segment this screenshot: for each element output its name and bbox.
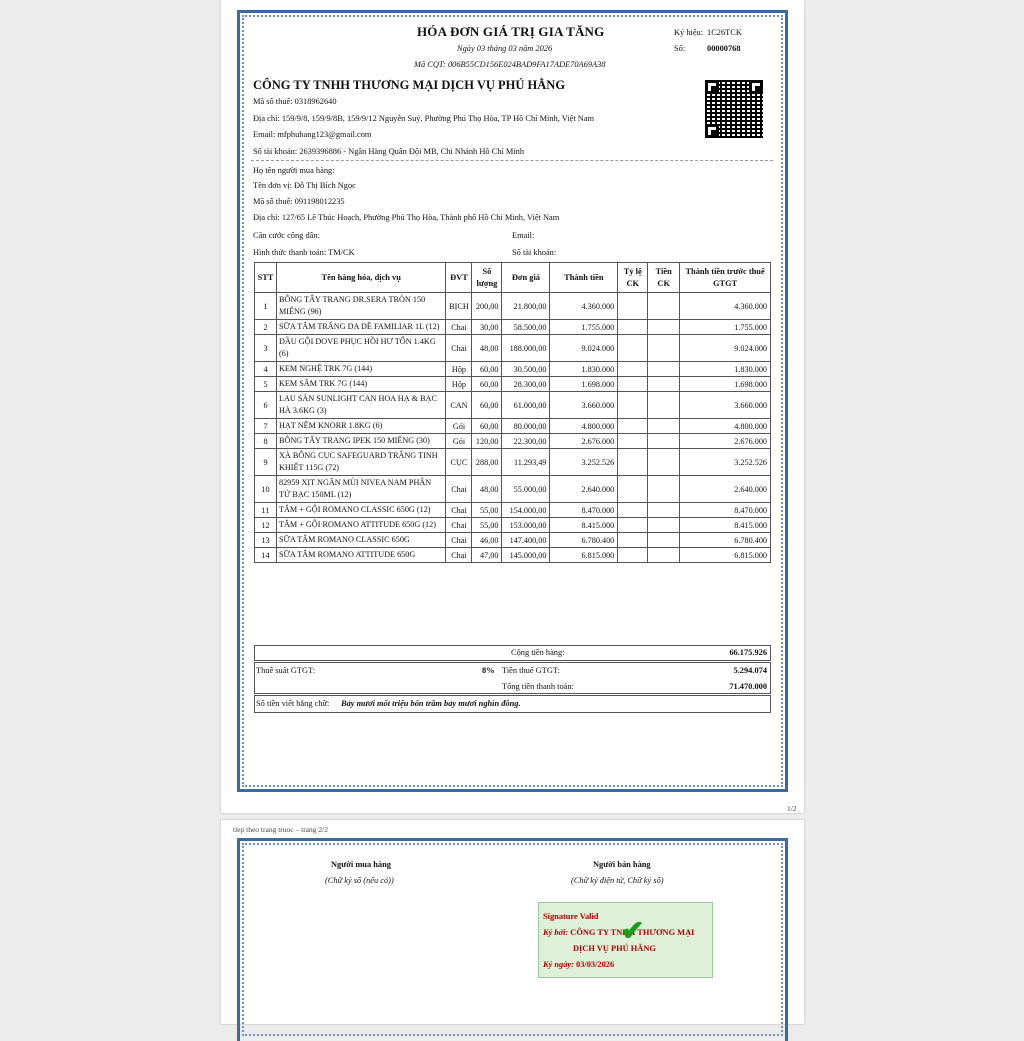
- row-item-name: BÔNG TẨY TRANG DR.SERA TRÒN 150 MIẾNG (96): [276, 293, 445, 320]
- row-unit: Chai: [446, 476, 472, 503]
- header-item-name: Tên hàng hóa, dịch vụ: [276, 263, 445, 293]
- amount-in-words-value: Bảy mươi mốt triệu bốn trăm bảy mươi nghìn đồng.: [341, 699, 521, 708]
- row-discount-rate: [618, 548, 648, 563]
- row-discount-rate: [618, 419, 648, 434]
- row-unit: Chai: [446, 548, 472, 563]
- row-unit: Gói: [446, 419, 472, 434]
- table-row: [255, 548, 771, 563]
- buyer-account-label: Số tài khoản:: [512, 248, 557, 257]
- row-pre-tax-amount: 1.830.000: [680, 362, 771, 377]
- row-discount-amount: [648, 449, 680, 476]
- row-item-name: HẠT NÊM KNORR 1.8KG (6): [276, 419, 445, 434]
- row-pre-tax-amount: 9.024.000: [680, 335, 771, 362]
- row-pre-tax-amount: 3.252.526: [680, 449, 771, 476]
- row-unit: Chai: [446, 503, 472, 518]
- row-item-name: KEM SÂM TRK 7G (144): [276, 377, 445, 392]
- vat-amount-value: 5.294.074: [733, 666, 767, 675]
- row-quantity: 47,00: [472, 548, 502, 563]
- row-quantity: 55,00: [472, 503, 502, 518]
- row-amount: 3.660.000: [550, 392, 618, 419]
- row-unit-price: 188.000,00: [502, 335, 550, 362]
- row-stt: 6: [255, 392, 277, 419]
- row-discount-rate: [618, 320, 648, 335]
- buyer-email-label: Email:: [512, 231, 535, 240]
- row-discount-rate: [618, 362, 648, 377]
- row-unit-price: 147.400,00: [502, 533, 550, 548]
- row-stt: 14: [255, 548, 277, 563]
- row-amount: 2.640.000: [550, 476, 618, 503]
- row-unit: BỊCH: [446, 293, 472, 320]
- row-pre-tax-amount: 1.698.000: [680, 377, 771, 392]
- row-discount-rate: [618, 533, 648, 548]
- row-unit-price: 154.000,00: [502, 503, 550, 518]
- invoice-date: Ngày 03 tháng 03 năm 2026: [457, 44, 553, 53]
- buyer-sign-title: Người mua hàng: [331, 860, 391, 869]
- row-quantity: 30,00: [472, 320, 502, 335]
- subtotal-value: 66.175.926: [729, 648, 767, 657]
- row-amount: 6.815.000: [550, 548, 618, 563]
- row-discount-amount: [648, 548, 680, 563]
- row-amount: 4.800.000: [550, 419, 618, 434]
- invoice-page-2: [221, 820, 804, 1024]
- row-discount-rate: [618, 449, 648, 476]
- amount-in-words-label: Số tiền viết bằng chữ:: [256, 699, 330, 708]
- row-item-name: BÔNG TẨY TRANG IPEK 150 MIẾNG (30): [276, 434, 445, 449]
- row-stt: 12: [255, 518, 277, 533]
- signed-date-value: 03/03/2026: [576, 960, 615, 969]
- row-amount: 3.252.526: [550, 449, 618, 476]
- number-value: 00000768: [707, 44, 741, 53]
- row-unit: Hộp: [446, 377, 472, 392]
- row-unit-price: 80.000,00: [502, 419, 550, 434]
- table-row: [255, 293, 771, 320]
- row-stt: 1: [255, 293, 277, 320]
- row-discount-amount: [648, 320, 680, 335]
- table-row: [255, 377, 771, 392]
- row-discount-rate: [618, 335, 648, 362]
- row-stt: 11: [255, 503, 277, 518]
- invoice-title: HÓA ĐƠN GIÁ TRỊ GIA TĂNG: [417, 24, 605, 39]
- header-discount-amount: Tiền CK: [648, 263, 680, 293]
- seller-tax-code: Mã số thuế: 0318962640: [253, 97, 337, 106]
- row-quantity: 288,00: [472, 449, 502, 476]
- continued-note: tiep theo trang truoc – trang 2/2: [233, 825, 328, 834]
- row-stt: 4: [255, 362, 277, 377]
- row-pre-tax-amount: 4.800.000: [680, 419, 771, 434]
- row-unit-price: 30.500,00: [502, 362, 550, 377]
- header-pre-tax-amount: Thành tiền trước thuế GTGT: [680, 263, 771, 293]
- subtotal-label: Cộng tiền hàng:: [511, 648, 565, 657]
- divider: [251, 160, 773, 161]
- header-quantity: Số lượng: [472, 263, 502, 293]
- row-stt: 7: [255, 419, 277, 434]
- row-stt: 5: [255, 377, 277, 392]
- row-quantity: 48,00: [472, 476, 502, 503]
- row-discount-amount: [648, 377, 680, 392]
- header-amount: Thành tiền: [550, 263, 618, 293]
- seller-account: Số tài khoản: 2639396886 - Ngân Hàng Quân Đội MB, Chi Nhánh Hồ Chí Minh: [253, 147, 525, 156]
- table-row: [255, 392, 771, 419]
- row-stt: 3: [255, 335, 277, 362]
- row-amount: 8.415.000: [550, 518, 618, 533]
- row-amount: 1.698.000: [550, 377, 618, 392]
- row-amount: 6.780.400: [550, 533, 618, 548]
- vat-rate-label: Thuế suất GTGT:: [256, 666, 316, 675]
- row-item-name: LAU SÀN SUNLIGHT CAN HOA HẠ & BẠC HÀ 3.6KG (3): [276, 392, 445, 419]
- row-pre-tax-amount: 2.640.000: [680, 476, 771, 503]
- invoice-page-1: [221, 0, 804, 813]
- table-row: [255, 533, 771, 548]
- page-number: 1/2: [787, 804, 797, 813]
- signature-status: Signature Valid: [543, 912, 599, 921]
- row-item-name: SỮA TẮM TRẮNG DA DÊ FAMILIAR 1L (12): [276, 320, 445, 335]
- check-icon: ✔: [621, 916, 645, 947]
- row-discount-amount: [648, 518, 680, 533]
- row-item-name: 82959 XỊT NGĂN MÙI NIVEA NAM PHÂN TỬ BẠC 150ML (12): [276, 476, 445, 503]
- row-discount-amount: [648, 503, 680, 518]
- row-quantity: 60,00: [472, 362, 502, 377]
- row-stt: 8: [255, 434, 277, 449]
- grand-total-value: 71.470.000: [729, 682, 767, 691]
- seller-sign-note: (Chữ ký điện tử, Chữ ký số): [571, 876, 664, 885]
- tax-section: [254, 662, 771, 694]
- row-unit-price: 28.300,00: [502, 377, 550, 392]
- row-amount: 4.360.000: [550, 293, 618, 320]
- row-discount-amount: [648, 335, 680, 362]
- table-row: [255, 419, 771, 434]
- row-pre-tax-amount: 6.815.000: [680, 548, 771, 563]
- row-unit: Hộp: [446, 362, 472, 377]
- buyer-tax-code: Mã số thuế: 091198012235: [253, 197, 345, 206]
- table-row: [255, 503, 771, 518]
- row-item-name: DẦU GỘI DOVE PHỤC HỒI HƯ TỔN 1.4KG (6): [276, 335, 445, 362]
- seller-address: Địa chỉ: 159/9/8, 159/9/8B, 159/9/12 Nguyễn Suý, Phường Phú Thọ Hòa, TP Hồ Chí Minh, Việt Nam: [253, 114, 595, 123]
- seller-email: Email: mfphuhang123@gmail.com: [253, 130, 372, 139]
- vat-amount-label: Tiền thuế GTGT:: [502, 666, 560, 675]
- row-stt: 13: [255, 533, 277, 548]
- row-unit-price: 21.800,00: [502, 293, 550, 320]
- row-amount: 1.830.000: [550, 362, 618, 377]
- row-unit-price: 153.000,00: [502, 518, 550, 533]
- row-quantity: 46,00: [472, 533, 502, 548]
- symbol-value: 1C26TCK: [707, 28, 742, 37]
- digital-signature-box: [538, 902, 713, 978]
- row-unit-price: 61.000,00: [502, 392, 550, 419]
- amount-in-words-row: [254, 695, 771, 713]
- row-quantity: 60,00: [472, 419, 502, 434]
- signed-by-line2: DỊCH VỤ PHÚ HẰNG: [573, 944, 656, 953]
- row-item-name: TẮM + GỘI ROMANO CLASSIC 650G (12): [276, 503, 445, 518]
- table-row: [255, 320, 771, 335]
- number-label: Số:: [674, 44, 686, 53]
- grand-total-label: Tổng tiền thanh toán:: [502, 682, 574, 691]
- row-discount-rate: [618, 518, 648, 533]
- row-item-name: SỮA TẮM ROMANO CLASSIC 650G: [276, 533, 445, 548]
- item-rows: [255, 293, 771, 563]
- row-discount-amount: [648, 419, 680, 434]
- row-quantity: 120,00: [472, 434, 502, 449]
- buyer-sign-note: (Chữ ký số (nếu có)): [325, 876, 394, 885]
- header-unit: ĐVT: [446, 263, 472, 293]
- row-unit-price: 58.500,00: [502, 320, 550, 335]
- header-stt: STT: [255, 263, 277, 293]
- row-quantity: 200,00: [472, 293, 502, 320]
- row-stt: 9: [255, 449, 277, 476]
- row-discount-amount: [648, 434, 680, 449]
- buyer-id-label: Căn cước công dân:: [253, 231, 320, 240]
- row-stt: 2: [255, 320, 277, 335]
- row-discount-rate: [618, 392, 648, 419]
- row-unit-price: 55.000,00: [502, 476, 550, 503]
- buyer-name-label: Họ tên người mua hàng:: [253, 166, 335, 175]
- row-unit: Chai: [446, 533, 472, 548]
- row-discount-amount: [648, 392, 680, 419]
- row-pre-tax-amount: 1.755.000: [680, 320, 771, 335]
- row-amount: 9.024.000: [550, 335, 618, 362]
- signed-by-label: Ký bởi:: [543, 928, 569, 937]
- row-discount-amount: [648, 362, 680, 377]
- table-row: [255, 335, 771, 362]
- row-amount: 1.755.000: [550, 320, 618, 335]
- row-discount-amount: [648, 293, 680, 320]
- header-unit-price: Đơn giá: [502, 263, 550, 293]
- row-unit: Chai: [446, 335, 472, 362]
- row-unit: Chai: [446, 518, 472, 533]
- table-row: [255, 476, 771, 503]
- signed-date-label: Ký ngày:: [543, 960, 574, 969]
- row-discount-rate: [618, 503, 648, 518]
- table-row: [255, 518, 771, 533]
- table-row: [255, 362, 771, 377]
- row-unit: CAN: [446, 392, 472, 419]
- row-pre-tax-amount: 4.360.000: [680, 293, 771, 320]
- subtotal-row: [254, 645, 771, 661]
- row-unit-price: 11.293,49: [502, 449, 550, 476]
- table-row: [255, 449, 771, 476]
- row-discount-rate: [618, 434, 648, 449]
- buyer-unit: Tên đơn vị: Đỗ Thị Bích Ngọc: [253, 181, 356, 190]
- seller-name: CÔNG TY TNHH THƯƠNG MẠI DỊCH VỤ PHÚ HẰNG: [253, 78, 566, 92]
- row-pre-tax-amount: 3.660.000: [680, 392, 771, 419]
- row-item-name: SỮA TẮM ROMANO ATTITUDE 650G: [276, 548, 445, 563]
- row-quantity: 48,00: [472, 335, 502, 362]
- row-amount: 8.470.000: [550, 503, 618, 518]
- row-unit: CỤC: [446, 449, 472, 476]
- vat-rate-value: 8%: [482, 666, 495, 675]
- row-unit-price: 22.300,00: [502, 434, 550, 449]
- row-unit: Gói: [446, 434, 472, 449]
- row-item-name: TẮM + GỘI ROMANO ATTITUDE 650G (12): [276, 518, 445, 533]
- items-table: [254, 262, 771, 563]
- row-stt: 10: [255, 476, 277, 503]
- row-pre-tax-amount: 6.780.400: [680, 533, 771, 548]
- row-discount-rate: [618, 377, 648, 392]
- row-discount-rate: [618, 293, 648, 320]
- row-pre-tax-amount: 8.470.000: [680, 503, 771, 518]
- buyer-address: Địa chỉ: 127/65 Lê Thúc Hoạch, Phường Phú Thọ Hòa, Thành phố Hồ Chí Minh, Việt Nam: [253, 213, 560, 222]
- table-row: [255, 434, 771, 449]
- row-item-name: KEM NGHỆ TRK 7G (144): [276, 362, 445, 377]
- seller-sign-title: Người bán hàng: [593, 860, 651, 869]
- row-unit: Chai: [446, 320, 472, 335]
- row-discount-amount: [648, 476, 680, 503]
- row-pre-tax-amount: 8.415.000: [680, 518, 771, 533]
- row-discount-rate: [618, 476, 648, 503]
- row-unit-price: 145.000,00: [502, 548, 550, 563]
- qr-code: [705, 80, 763, 138]
- row-discount-amount: [648, 533, 680, 548]
- row-item-name: XÀ BÔNG CỤC SAFEGUARD TRẮNG TINH KHIẾT 115G (72): [276, 449, 445, 476]
- symbol-label: Ký hiệu:: [674, 28, 704, 37]
- row-quantity: 60,00: [472, 392, 502, 419]
- row-amount: 2.676.000: [550, 434, 618, 449]
- cqt-code: Mã CQT: 006B55CD156E024BAD9FA17ADE70A69A38: [414, 60, 606, 69]
- header-discount-rate: Tỷ lệ CK: [618, 263, 648, 293]
- row-pre-tax-amount: 2.676.000: [680, 434, 771, 449]
- row-quantity: 55,00: [472, 518, 502, 533]
- signed-by-line1: CÔNG TY TNHH THƯƠNG MẠI: [570, 928, 695, 937]
- payment-method: Hình thức thanh toán: TM/CK: [253, 248, 355, 257]
- row-quantity: 60,00: [472, 377, 502, 392]
